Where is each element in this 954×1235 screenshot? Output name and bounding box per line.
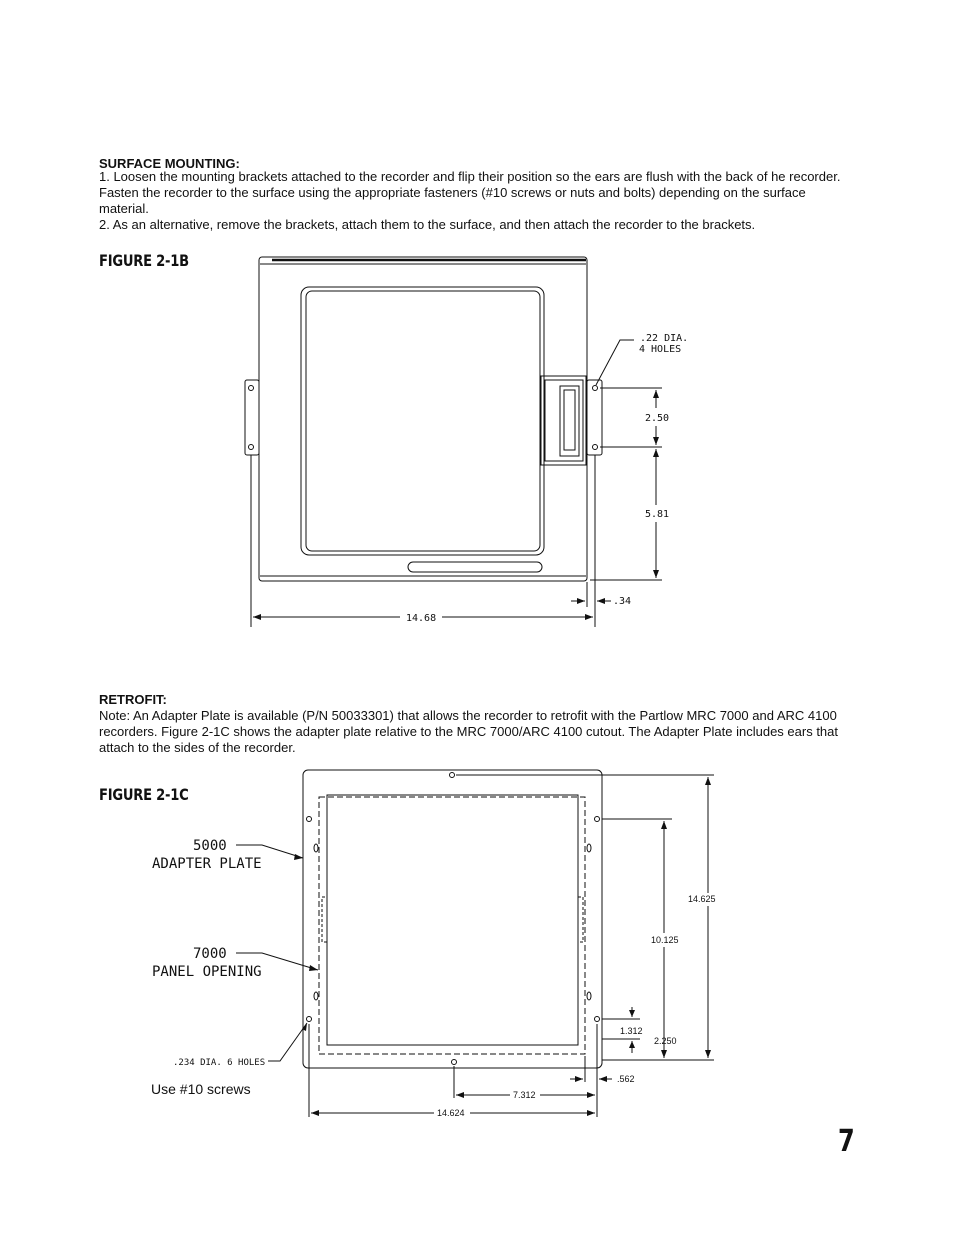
fig-b-dim-0-34: .34 [613,596,632,607]
fig-c-dim-1-312: 1.312 [620,1026,643,1036]
surface-mounting-step-2: 2. As an alternative, remove the brackets, attach them to the surface, and then attach the recorder to the brackets. [99,217,756,232]
fig-c-adapter-callout-line-1: 5000 [193,838,227,854]
fig-b-holes-callout-line-2: 4 HOLES [639,344,682,355]
figure-2-1b-label: FIGURE 2-1B [99,251,189,270]
figure-2-1c-label: FIGURE 2-1C [99,785,189,804]
fig-b-dim-14-68: 14.68 [406,613,437,624]
retrofit-heading: RETROFIT: [99,692,167,707]
fig-c-dim-10-125: 10.125 [651,935,679,945]
fig-c-dim-14-625: 14.625 [688,894,716,904]
fig-c-dim-0-562: .562 [617,1074,635,1084]
page-number: 7 [838,1124,855,1159]
fig-c-panel-callout-line-2: PANEL OPENING [152,964,262,980]
fig-c-adapter-callout-line-2: ADAPTER PLATE [152,856,262,872]
fig-c-panel-callout-line-1: 7000 [193,946,227,962]
fig-c-dim-2-250: 2.250 [654,1036,677,1046]
surface-mounting-step-1: 1. Loosen the mounting brackets attached to the recorder and flip their position so the ears are flush with the back of he recorder. Fasten the recorder to the surface using the appropriate fasteners (#10 screws or nuts and bolts) depending on the surface material. [99,169,841,216]
retrofit-note: Note: An Adapter Plate is available (P/N 50033301) that allows the recorder to retrofit with the Partlow MRC 7000 and ARC 4100 recorders. Figure 2-1C shows the adapter plate relative to the MRC 7000/ARC 4100 cutout. The Adapter Plate includes ears that attach to the sides of the recorder. [99,708,839,755]
fig-c-screws-note: Use #10 screws [151,1081,251,1097]
fig-b-holes-callout-line-1: .22 DIA. [640,333,689,344]
fig-b-dim-5-81: 5.81 [645,509,670,520]
surface-mounting-heading: SURFACE MOUNTING: [99,156,240,171]
fig-c-dim-7-312: 7.312 [513,1090,536,1100]
fig-c-holes-callout: .234 DIA. 6 HOLES [173,1058,266,1068]
fig-c-dim-14-624: 14.624 [437,1108,465,1118]
fig-b-dim-2-50: 2.50 [645,413,670,424]
